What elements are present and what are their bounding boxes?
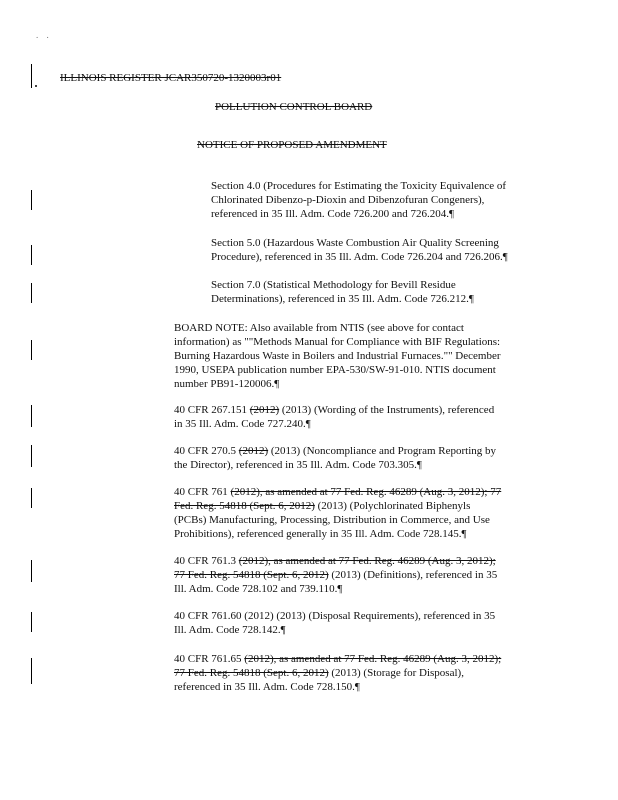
text-line: BOARD NOTE: Also available from NTIS (see above for contact xyxy=(174,322,464,334)
section-4-paragraph xyxy=(211,179,541,221)
cfr-761-60-paragraph xyxy=(174,609,539,637)
text-line: Determinations), referenced in 35 Ill. Adm. Code 726.212.¶ xyxy=(211,293,474,305)
deleted-text: 77 Fed. Reg. 54818 (Sept. 6, 2012) xyxy=(174,569,329,581)
text-line: Section 4.0 (Procedures for Estimating the Toxicity Equivalence of xyxy=(211,180,507,192)
cfr-761-paragraph xyxy=(174,485,539,541)
section-5-paragraph xyxy=(211,236,541,264)
change-bar xyxy=(31,405,32,427)
change-bar xyxy=(31,283,32,303)
text-line: Section 7.0 (Statistical Methodology for Bevill Residue xyxy=(211,279,456,291)
change-bar xyxy=(31,340,32,360)
deleted-text: 77 Fed. Reg. 54818 (Sept. 6, 2012) xyxy=(174,667,329,679)
text-line: number PB91-120006.¶ xyxy=(174,378,280,390)
text-run: (2013) (Definitions), referenced in 35 xyxy=(328,569,498,581)
margin-dot xyxy=(35,85,37,87)
text-line: referenced in 35 Ill. Adm. Code 728.150.¶ xyxy=(174,681,360,693)
text-line xyxy=(174,403,539,417)
deleted-text: (2012), as amended at 77 Fed. Reg. 46289 (Aug. 3, 2012); 77 xyxy=(230,486,502,498)
text-line xyxy=(174,568,539,582)
corner-mark: . . xyxy=(36,30,52,40)
text-line: (PCBs) Manufacturing, Processing, Distribution in Commerce, and Use xyxy=(174,514,490,526)
change-bar xyxy=(31,488,32,508)
text-line: Procedure), referenced in 35 Ill. Adm. Code 726.204 and 726.206.¶ xyxy=(211,251,508,263)
section-7-paragraph xyxy=(211,278,541,306)
text-line xyxy=(174,499,539,513)
change-bar xyxy=(31,658,32,684)
text-line: Burning Hazardous Waste in Boilers and Industrial Furnaces."" December xyxy=(174,350,501,362)
change-bar xyxy=(31,64,32,88)
deleted-text: Fed. Reg. 54818 (Sept. 6, 2012) xyxy=(174,500,315,512)
text-run: (2013) (Polychlorinated Biphenyls xyxy=(314,500,471,512)
text-line xyxy=(174,554,539,568)
cfr-761-3-paragraph xyxy=(174,554,539,596)
text-line: in 35 Ill. Adm. Code 727.240.¶ xyxy=(174,418,311,430)
text-line: Ill. Adm. Code 728.102 and 739.110.¶ xyxy=(174,583,343,595)
change-bar xyxy=(31,612,32,632)
text-run: (2013) (Wording of the Instruments), referenced xyxy=(279,404,495,416)
text-run: 40 CFR 761.3 xyxy=(174,555,239,567)
change-bar xyxy=(31,245,32,265)
text-line: Chlorinated Dibenzo-p-Dioxin and Dibenzofuran Congeners), xyxy=(211,194,485,206)
board-title: POLLUTION CONTROL BOARD xyxy=(215,101,373,113)
text-run: 40 CFR 761.65 xyxy=(174,653,245,665)
text-run: 40 CFR 761 xyxy=(174,486,231,498)
change-bar xyxy=(31,445,32,467)
text-line: information) as ""Methods Manual for Compliance with BIF Regulations: xyxy=(174,336,501,348)
text-line xyxy=(174,485,539,499)
deleted-text: (2012) xyxy=(238,445,269,457)
register-header: ILLINOIS REGISTER JCAR350720-1320003r01 xyxy=(60,72,282,84)
cfr-761-65-paragraph xyxy=(174,652,539,694)
text-run: (2013) (Storage for Disposal), xyxy=(328,667,464,679)
text-line xyxy=(174,652,539,666)
text-run: (2013) (Noncompliance and Program Reporting by xyxy=(268,445,497,457)
text-line: Prohibitions), referenced generally in 35 Ill. Adm. Code 728.145.¶ xyxy=(174,528,467,540)
text-line: Section 5.0 (Hazardous Waste Combustion Air Quality Screening xyxy=(211,237,499,249)
text-line: 1990, USEPA publication number EPA-530/SW-91-010. NTIS document xyxy=(174,364,496,376)
text-line xyxy=(174,666,539,680)
change-bar xyxy=(31,190,32,210)
text-line: the Director), referenced in 35 Ill. Adm. Code 703.305.¶ xyxy=(174,459,422,471)
text-run: 40 CFR 267.151 xyxy=(174,404,250,416)
text-line: Ill. Adm. Code 728.142.¶ xyxy=(174,624,286,636)
deleted-text: (2012), as amended at 77 Fed. Reg. 46289 (Aug. 3, 2012); xyxy=(238,555,496,567)
text-line xyxy=(174,444,539,458)
text-run: 40 CFR 270.5 xyxy=(174,445,239,457)
cfr-267-151-paragraph xyxy=(174,403,539,431)
deleted-text: (2012), as amended at 77 Fed. Reg. 46289 (Aug. 3, 2012); xyxy=(244,653,502,665)
change-bar xyxy=(31,560,32,582)
notice-title: NOTICE OF PROPOSED AMENDMENT xyxy=(197,139,387,151)
deleted-text: (2012) xyxy=(249,404,280,416)
board-note-paragraph xyxy=(174,321,539,391)
text-line: referenced in 35 Ill. Adm. Code 726.200 and 726.204.¶ xyxy=(211,208,454,220)
cfr-270-5-paragraph xyxy=(174,444,539,472)
text-line: 40 CFR 761.60 (2012) (2013) (Disposal Requirements), referenced in 35 xyxy=(174,610,496,622)
